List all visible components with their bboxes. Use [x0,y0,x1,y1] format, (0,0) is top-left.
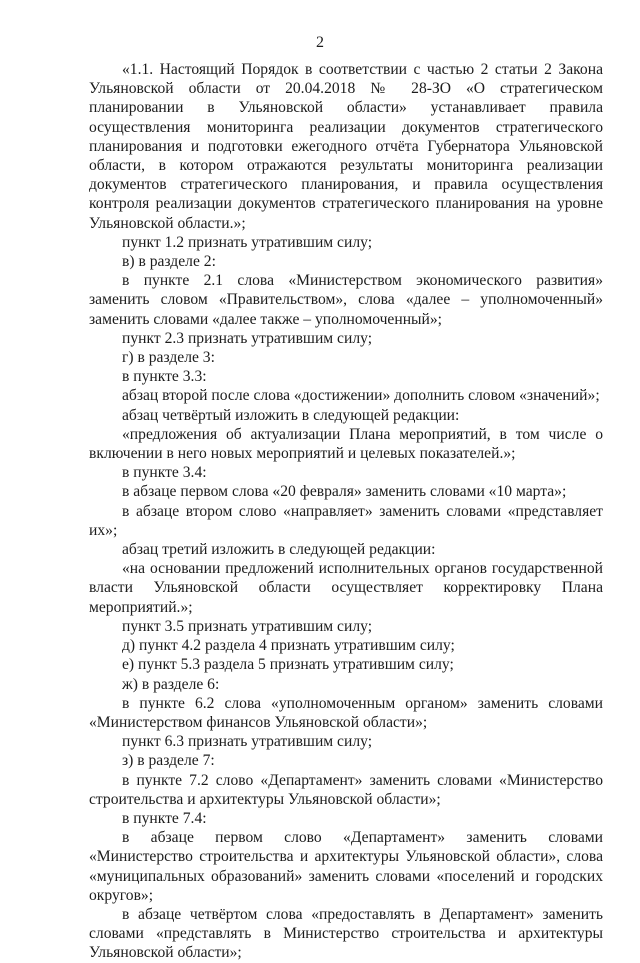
paragraph: пункт 2.3 признать утратившим силу; [122,329,373,347]
document-body [89,60,603,963]
paragraph: в абзаце первом слова «20 февраля» заменить словами «10 марта»; [122,483,567,501]
paragraph: пункт 6.3 признать утратившим силу; [122,733,373,751]
paragraph: абзац третий изложить в следующей редакции: [122,541,436,559]
paragraph: «предложения об актуализации Плана мероприятий, в том числе о включении в него новых мероприятий и целевых показателей.»; [89,425,603,463]
paragraph: в) в разделе 2: [122,253,216,271]
paragraph: пункт 1.2 признать утратившим силу; [122,233,373,251]
paragraph: «1.1. Настоящий Порядок в соответствии с частью 2 статьи 2 Закона Ульяновской области от 20.04.2018 № 28-ЗО «О стратегическом планировании в Ульяновской области» устанавливает правила осуществления мониторинга реализации документов стратегического планирования и подготовки ежегодного отчёта Губернатора Ульяновской области, в котором отражаются результаты мониторинга реализации документов стратегического планирования, и правила осуществления контроля реализации документов стратегического планирования на уровне Ульяновской области.»; [89,61,603,232]
paragraph: ж) в разделе 6: [122,675,220,693]
paragraph: в пункте 2.1 слова «Министерством экономического развития» заменить словом «Правительством», слова «далее – уполномоченный» заменить словами «далее также – уполномоченный»; [89,272,603,328]
paragraph: е) пункт 5.3 раздела 5 признать утратившим силу; [122,656,454,674]
paragraph: «на основании предложений исполнительных органов государственной власти Ульяновской области осуществляет корректировку Плана мероприятий.»; [89,560,603,616]
paragraph: в пункте 6.2 слова «уполномоченным органом» заменить словами «Министерством финансов Ульяновской области»; [89,694,603,731]
paragraph: в пункте 3.3: [122,368,207,386]
paragraph: в пункте 3.4: [122,464,207,482]
paragraph: д) пункт 4.2 раздела 4 признать утратившим силу; [122,637,455,655]
paragraph: абзац второй после слова «достижении» дополнить словом «значений»; [122,387,600,405]
paragraph: г) в разделе 3: [122,349,215,367]
paragraph: в пункте 7.4: [122,809,207,827]
page-number: 2 [316,34,324,51]
paragraph: в абзаце первом слово «Департамент» заменить словами «Министерство строительства и архитектуры Ульяновской области», слова «муниципальных образований» заменить словами «поселений и городских округов»; [89,829,603,904]
paragraph: абзац четвёртый изложить в следующей редакции: [122,406,460,424]
paragraph: з) в разделе 7: [122,752,215,770]
paragraph: в абзаце втором слово «направляет» заменить словами «представляет их»; [89,502,603,539]
paragraph: в абзаце четвёртом слова «предоставлять в Департамент» заменить словами «представлять в Министерство строительства и архитектуры Ульяновской области»; [89,905,603,962]
paragraph: в пункте 7.2 слово «Департамент» заменить словами «Министерство строительства и архитектуры Ульяновской области»; [89,771,603,808]
paragraph: пункт 3.5 признать утратившим силу; [122,617,373,635]
